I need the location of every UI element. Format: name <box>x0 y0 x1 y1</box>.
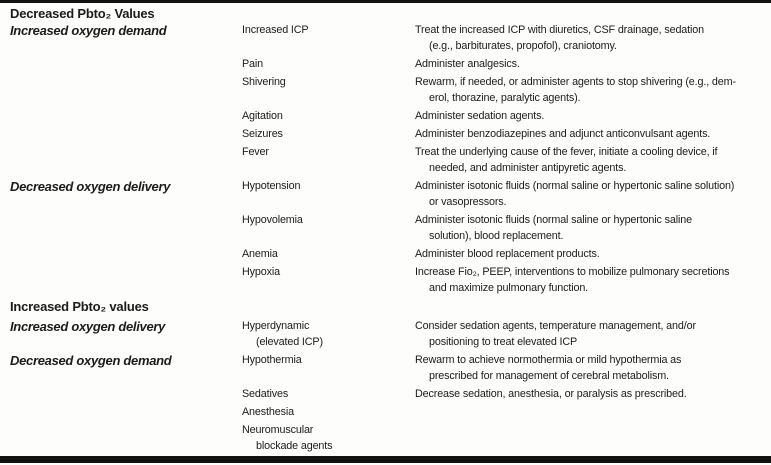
category-cell <box>10 352 242 384</box>
category-cell <box>10 422 242 454</box>
condition-cell: Increased ICP <box>242 24 309 36</box>
condition-cell: Hypovolemia <box>242 214 303 226</box>
table-row <box>10 56 771 72</box>
category-label: Decreased oxygen demand <box>10 353 172 368</box>
category-cell <box>10 264 242 296</box>
condition-cell: Shivering <box>242 76 286 88</box>
treatment-cell: Rewarm, if needed, or administer agents to stop shivering (e.g., dem- erol, thorazine, paralytic agents). <box>415 76 736 104</box>
table-row <box>10 386 771 402</box>
table-row <box>10 422 771 454</box>
treatment-cell: Decrease sedation, anesthesia, or paralysis as prescribed. <box>415 388 687 400</box>
category-cell <box>10 386 242 402</box>
table-row <box>10 404 771 420</box>
treatment-cell: Administer sedation agents. <box>415 110 545 122</box>
treatment-cell: Administer analgesics. <box>415 58 520 70</box>
treatment-cell: Administer blood replacement products. <box>415 248 600 260</box>
treatment-cell: Treat the underlying cause of the fever, initiate a cooling device, if needed, and administer antipyretic agents. <box>415 146 718 174</box>
condition-cell: Fever <box>242 146 269 158</box>
table-row <box>10 108 771 124</box>
table-row <box>10 264 771 296</box>
category-label: Increased oxygen delivery <box>10 319 166 334</box>
condition-cell: Seizures <box>242 128 283 140</box>
category-cell <box>10 108 242 124</box>
table-row <box>10 246 771 262</box>
condition-cell: Anemia <box>242 248 278 260</box>
condition-cell: Hypoxia <box>242 266 280 278</box>
table-row <box>10 212 771 244</box>
table-bottom-rule <box>0 456 771 463</box>
category-cell <box>10 212 242 244</box>
table-row <box>10 318 771 350</box>
section-header: Decreased Pbto₂ Values <box>10 6 155 21</box>
treatment-cell: Consider sedation agents, temperature management, and/or positioning to treat elevated ICP <box>415 320 696 348</box>
category-cell <box>10 178 242 210</box>
category-cell <box>10 126 242 142</box>
treatment-cell: Administer isotonic fluids (normal saline or hypertonic saline solution) or vasopressors. <box>415 180 735 208</box>
condition-cell: Neuromuscular blockade agents <box>242 424 333 452</box>
category-cell <box>10 74 242 106</box>
table-row <box>10 352 771 384</box>
category-cell <box>10 318 242 350</box>
treatment-cell: Administer isotonic fluids (normal saline or hypertonic saline solution), blood replacement. <box>415 214 692 242</box>
category-cell <box>10 22 242 54</box>
condition-cell: Hyperdynamic (elevated ICP) <box>242 320 323 348</box>
category-label: Increased oxygen demand <box>10 23 167 38</box>
category-cell <box>10 246 242 262</box>
table-row <box>10 74 771 106</box>
treatment-cell: Increase Fio₂, PEEP, interventions to mobilize pulmonary secretions and maximize pulmonary function. <box>415 266 730 294</box>
table-row <box>10 178 771 210</box>
treatment-cell: Administer benzodiazepines and adjunct anticonvulsant agents. <box>415 128 711 140</box>
treatment-cell: Rewarm to achieve normothermia or mild hypothermia as prescribed for management of cerebral metabolism. <box>415 354 682 382</box>
category-label: Decreased oxygen delivery <box>10 179 171 194</box>
category-cell <box>10 144 242 176</box>
condition-cell: Pain <box>242 58 264 70</box>
table-row <box>10 144 771 176</box>
condition-cell: Agitation <box>242 110 283 122</box>
condition-cell: Anesthesia <box>242 406 294 418</box>
treatment-cell <box>415 404 771 420</box>
section-header: Increased Pbto₂ values <box>10 299 149 314</box>
condition-cell: Sedatives <box>242 388 289 400</box>
table-top-rule <box>0 0 771 3</box>
treatment-cell <box>415 422 771 454</box>
condition-cell: Hypotension <box>242 180 301 192</box>
condition-cell: Hypothermia <box>242 354 302 366</box>
treatment-cell: Treat the increased ICP with diuretics, CSF drainage, sedation (e.g., barbiturates, propofol), craniotomy. <box>415 24 704 52</box>
category-cell <box>10 404 242 420</box>
category-cell <box>10 56 242 72</box>
table-row <box>10 126 771 142</box>
table-row <box>10 22 771 54</box>
